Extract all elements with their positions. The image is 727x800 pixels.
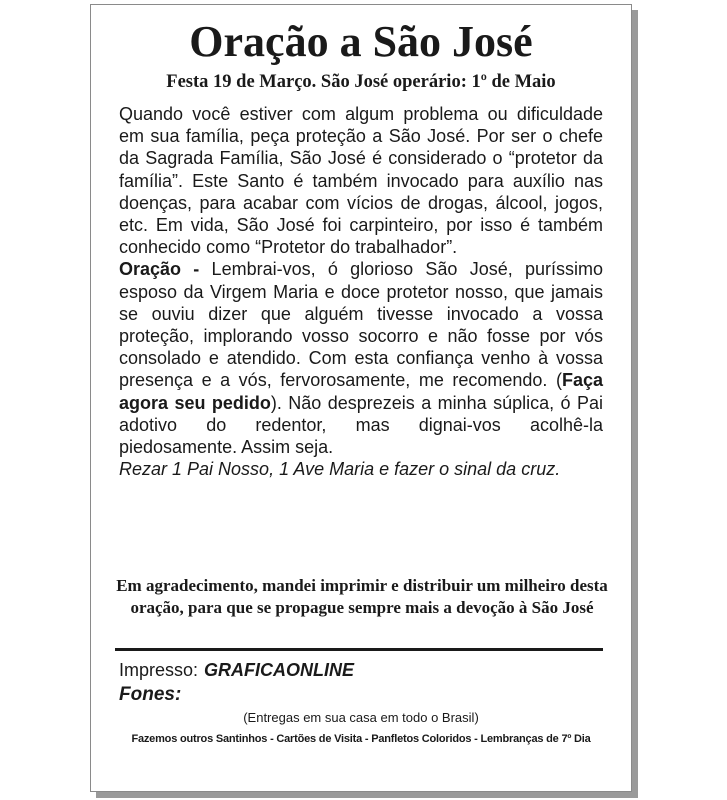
prayer-card: [90, 4, 632, 792]
prayer-text-1: Lembrai-vos, ó glorioso São José, puríssimo esposo da Virgem Maria e doce protetor nosso, que jamais se ouviu dizer que alguém tivesse invocado a vossa proteção, implorando vosso socorro e não fosse por vós consolado e atendido. Com esta confiança venho à vossa presença e a vós, fervorosamente, me recomendo. (: [119, 259, 603, 391]
prayer-label: Oração -: [119, 259, 200, 280]
prayer-text-2: ). Não desprezeis a minha súplica, ó Pai adotivo do redentor, mas dignai-vos acolhê-la piedosamente. Assim seja.: [119, 392, 603, 458]
intro-paragraph: Quando você estiver com algum problema ou dificuldade em sua família, peça proteção a São José. Por ser o chefe da Sagrada Família, São José é considerado o “protetor da família”. Este Santo é também invocado para auxílio nas doenças, para acabar com vícios de drogas, álcool, jogos, etc. Em vida, São José foi carpinteiro, por isso é também conhecido como “Protetor do trabalhador”.: [119, 104, 603, 258]
services-line: Fazemos outros Santinhos - Cartões de Visita - Panfletos Coloridos - Lembranças de 7º Dia: [131, 733, 591, 745]
feast-dates: Festa 19 de Março. São José operário: 1º de Maio: [166, 72, 556, 92]
instruction-text: Rezar 1 Pai Nosso, 1 Ave Maria e fazer o sinal da cruz.: [119, 459, 561, 480]
divider: [115, 648, 603, 651]
printed-label: Impresso:: [119, 660, 199, 680]
phones-label: Fones:: [119, 684, 182, 705]
card-body: [119, 103, 603, 480]
printed-by: [119, 659, 354, 681]
page-title: Oração a São José: [189, 17, 533, 66]
thanks-note: Em agradecimento, mandei imprimir e distribuir um milheiro desta oração, para que se propague sempre mais a devoção à São José: [116, 576, 608, 617]
delivery-note: (Entregas em sua casa em todo o Brasil): [243, 710, 479, 725]
prayer-paragraph: [119, 258, 603, 458]
prayer-request: Faça agora seu pedido: [119, 370, 603, 413]
printer-name: GRAFICAONLINE: [204, 660, 355, 680]
